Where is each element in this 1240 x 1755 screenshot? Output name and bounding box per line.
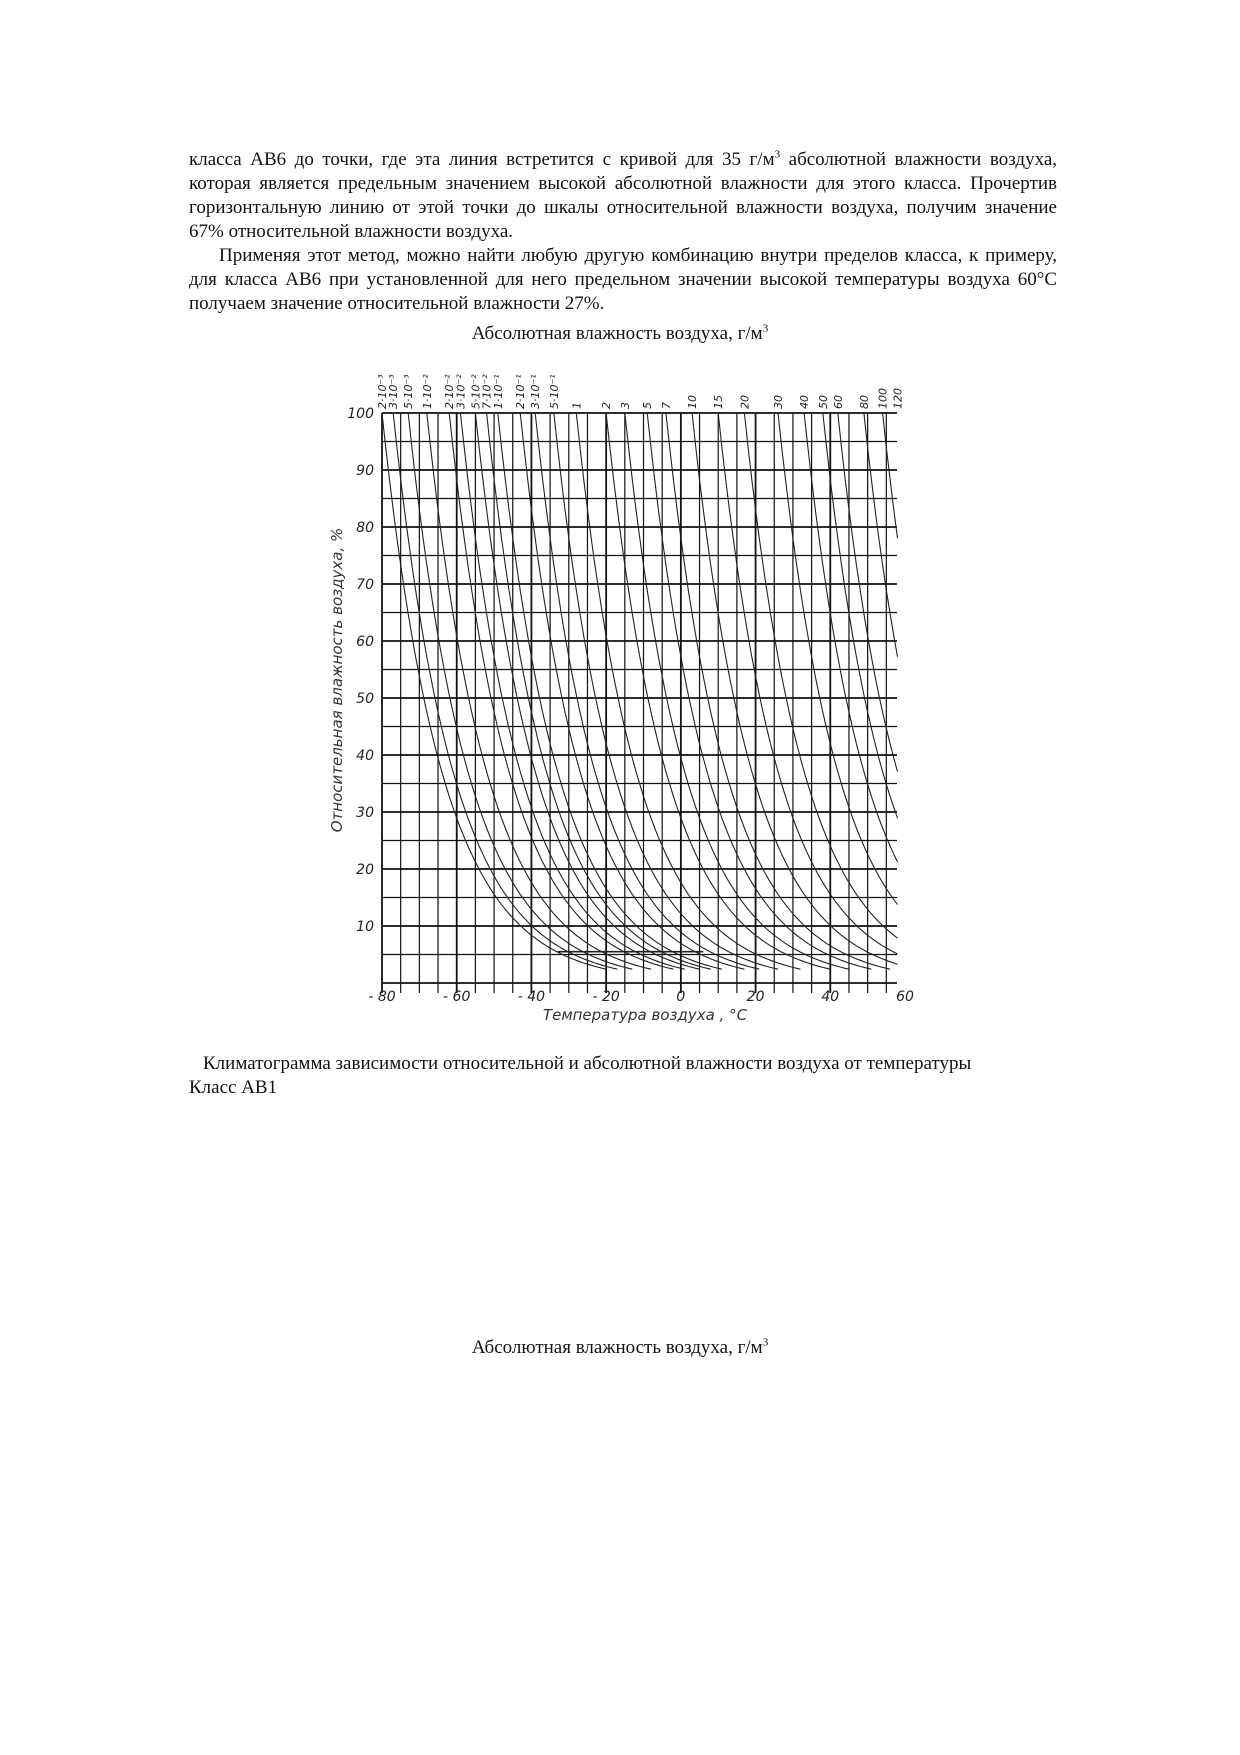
top-label: 2·10⁻³: [376, 374, 389, 409]
top-label: 5: [641, 402, 655, 409]
x-tick-label: 60: [896, 989, 914, 1005]
top-label: 7·10⁻²: [480, 374, 494, 409]
y-tick-label: 50: [356, 691, 374, 707]
top-label: 120: [891, 388, 905, 409]
top-label: 5·10⁻¹: [547, 374, 561, 409]
y-tick-label: 60: [356, 634, 374, 650]
paragraph-1-text-rest: абсолютной влажности воздуха, которая является предельным значением высокой абсолютной влажности для этого класса. Прочертив горизонтальную линию от этой точки до шкалы относительной влажности воздуха, получим значение 67% относительной влажности воздуха.: [189, 149, 1058, 242]
humidity-curve: [408, 413, 632, 969]
caption-line-2: Класс АВ1: [189, 1077, 278, 1098]
top-label: 30: [772, 395, 785, 409]
humidity-curve: [520, 413, 744, 969]
x-tick-label: - 20: [592, 989, 620, 1005]
figure-2-title-text: Абсолютная влажность воздуха, г/м: [471, 1337, 763, 1358]
top-label: 40: [798, 395, 812, 409]
chart-top-labels: [376, 374, 905, 409]
y-tick-label: 20: [356, 862, 374, 878]
humidity-curve: [692, 413, 897, 964]
x-tick-label: 40: [821, 989, 840, 1005]
caption-line-1: Климатограмма зависимости относительной и абсолютной влажности воздуха от температуры: [203, 1053, 972, 1074]
figure-2-title: [0, 1336, 1240, 1360]
figure-1-title-text: Абсолютная влажность воздуха, г/м: [471, 323, 763, 344]
x-tick-label: - 60: [443, 989, 471, 1005]
humidity-curve: [576, 413, 800, 969]
y-tick-label: 100: [347, 406, 374, 422]
top-label: 2·10⁻¹: [514, 374, 528, 409]
chart-curves: [382, 413, 898, 969]
superscript: 3: [762, 1336, 769, 1349]
x-tick-label: - 40: [517, 989, 546, 1005]
humidity-curve: [427, 413, 651, 969]
humidity-curve: [883, 413, 898, 538]
top-label: 100: [876, 388, 890, 409]
humidity-curve: [804, 413, 897, 862]
paragraph-1: [189, 148, 1057, 244]
paragraph-1-text: класса АВ6 до точки, где эта линия встретится с кривой для 35 г/м: [189, 149, 775, 170]
top-label: 1: [570, 402, 584, 409]
top-label: 3: [618, 402, 632, 409]
top-label: 5·10⁻²: [469, 374, 483, 409]
body-text: [189, 148, 1057, 316]
top-label: 15: [712, 395, 726, 409]
y-tick-label: 90: [356, 463, 374, 479]
top-label: 1·10⁻²: [420, 374, 434, 409]
humidity-curve: [449, 413, 673, 969]
top-label: 80: [857, 395, 871, 409]
top-label: 2: [600, 402, 614, 409]
top-label: 50: [816, 395, 830, 409]
figure-caption: [189, 1052, 1069, 1100]
superscript: 3: [762, 322, 769, 335]
top-label: 2·10⁻²: [443, 374, 457, 409]
x-tick-label: - 80: [368, 989, 396, 1005]
superscript: 3: [774, 148, 781, 161]
top-label: 3·10⁻¹: [529, 374, 543, 409]
y-tick-label: 40: [356, 748, 374, 764]
top-label: 3·10⁻²: [454, 374, 468, 409]
humidity-curve: [864, 413, 898, 657]
top-label: 60: [831, 395, 845, 409]
top-label: 7: [659, 402, 673, 409]
top-label: 5·10⁻³: [402, 374, 416, 409]
chart-ticks: [347, 406, 914, 1005]
y-tick-label: 80: [356, 520, 374, 536]
climatogram-chart: [320, 365, 920, 1030]
humidity-curve: [487, 413, 711, 969]
chart-svg: [320, 365, 920, 1025]
top-label: 3·10⁻³: [387, 374, 401, 409]
y-axis-label: Относительная влажность воздуха, %: [328, 527, 346, 833]
x-axis-label: Температура воздуха , °С: [542, 1006, 748, 1024]
humidity-curve: [718, 413, 897, 954]
x-tick-label: 0: [676, 989, 686, 1005]
top-label: 10: [686, 395, 700, 409]
figure-1-title: [0, 322, 1240, 346]
y-tick-label: 30: [356, 805, 374, 821]
top-label: 1·10⁻¹: [491, 374, 505, 409]
y-tick-label: 10: [356, 919, 374, 935]
x-tick-label: 20: [746, 989, 765, 1005]
y-tick-label: 70: [356, 577, 374, 593]
paragraph-2: Применяя этот метод, можно найти любую другую комбинацию внутри пределов класса, к примеру, для класса АВ6 при установленной для него предельном значении высокой температуры воздуха 60°С получаем значение относительной влажности 27%.: [189, 245, 1057, 314]
top-label: 20: [738, 395, 752, 409]
humidity-curve: [393, 413, 617, 969]
